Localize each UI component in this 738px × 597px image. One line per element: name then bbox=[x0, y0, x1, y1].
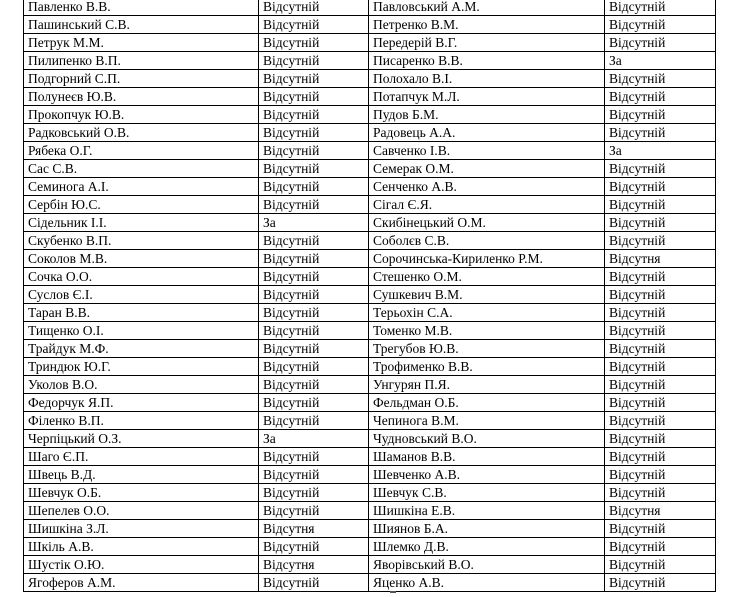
vote-status-cell: Відсутній bbox=[605, 88, 716, 106]
vote-status-cell: Відсутній bbox=[259, 538, 369, 556]
table-row bbox=[24, 322, 716, 340]
vote-status-cell: Відсутній bbox=[259, 574, 369, 592]
page-mark bbox=[390, 591, 396, 593]
deputy-name-cell: Пашинський С.В. bbox=[24, 16, 259, 34]
deputy-name-cell: Федорчук Я.П. bbox=[24, 394, 259, 412]
vote-status-cell: Відсутній bbox=[259, 376, 369, 394]
deputy-name-cell: Шевчук О.Б. bbox=[24, 484, 259, 502]
deputy-name-cell: Філенко В.П. bbox=[24, 412, 259, 430]
table-row bbox=[24, 106, 716, 124]
table-row bbox=[24, 16, 716, 34]
deputy-name-cell: Прокопчук Ю.В. bbox=[24, 106, 259, 124]
deputy-name-cell: Сенченко А.В. bbox=[369, 178, 605, 196]
deputy-name-cell: Сербін Ю.С. bbox=[24, 196, 259, 214]
deputy-name-cell: Шустік О.Ю. bbox=[24, 556, 259, 574]
deputy-name-cell: Шкіль А.В. bbox=[24, 538, 259, 556]
vote-results-body bbox=[24, 0, 716, 592]
table-row bbox=[24, 214, 716, 232]
table-row bbox=[24, 286, 716, 304]
table-row bbox=[24, 268, 716, 286]
vote-status-cell: Відсутній bbox=[605, 574, 716, 592]
table-row bbox=[24, 34, 716, 52]
vote-status-cell: Відсутній bbox=[605, 196, 716, 214]
vote-status-cell: Відсутній bbox=[605, 106, 716, 124]
table-row bbox=[24, 160, 716, 178]
table-row bbox=[24, 574, 716, 592]
deputy-name-cell: Шиянов Б.А. bbox=[369, 520, 605, 538]
table-row bbox=[24, 52, 716, 70]
table-row bbox=[24, 412, 716, 430]
vote-status-cell: Відсутній bbox=[605, 520, 716, 538]
vote-status-cell: Відсутній bbox=[605, 322, 716, 340]
vote-status-cell: Відсутній bbox=[605, 412, 716, 430]
vote-status-cell: Відсутній bbox=[259, 34, 369, 52]
deputy-name-cell: Шаго Є.П. bbox=[24, 448, 259, 466]
deputy-name-cell: Рябека О.Г. bbox=[24, 142, 259, 160]
deputy-name-cell: Сігал Є.Я. bbox=[369, 196, 605, 214]
vote-status-cell: Відсутня bbox=[605, 250, 716, 268]
deputy-name-cell: Сочка О.О. bbox=[24, 268, 259, 286]
deputy-name-cell: Писаренко В.В. bbox=[369, 52, 605, 70]
deputy-name-cell: Таран В.В. bbox=[24, 304, 259, 322]
vote-status-cell: Відсутній bbox=[259, 106, 369, 124]
deputy-name-cell: Трайдук М.Ф. bbox=[24, 340, 259, 358]
vote-status-cell: Відсутній bbox=[259, 88, 369, 106]
vote-results-table bbox=[23, 0, 716, 592]
table-row bbox=[24, 250, 716, 268]
vote-status-cell: Відсутній bbox=[605, 16, 716, 34]
vote-status-cell: Відсутній bbox=[605, 232, 716, 250]
deputy-name-cell: Унгурян П.Я. bbox=[369, 376, 605, 394]
deputy-name-cell: Скубенко В.П. bbox=[24, 232, 259, 250]
deputy-name-cell: Трегубов Ю.В. bbox=[369, 340, 605, 358]
vote-status-cell: Відсутній bbox=[605, 304, 716, 322]
deputy-name-cell: Сідельник І.І. bbox=[24, 214, 259, 232]
vote-status-cell: Відсутній bbox=[259, 160, 369, 178]
vote-status-cell: Відсутній bbox=[605, 286, 716, 304]
deputy-name-cell: Шишкіна Е.В. bbox=[369, 502, 605, 520]
deputy-name-cell: Потапчук М.Л. bbox=[369, 88, 605, 106]
vote-status-cell: Відсутня bbox=[605, 502, 716, 520]
deputy-name-cell: Триндюк Ю.Г. bbox=[24, 358, 259, 376]
vote-status-cell: Відсутній bbox=[259, 70, 369, 88]
vote-status-cell: Відсутня bbox=[259, 520, 369, 538]
deputy-name-cell: Соколов М.В. bbox=[24, 250, 259, 268]
deputy-name-cell: Петрук М.М. bbox=[24, 34, 259, 52]
vote-status-cell: Відсутній bbox=[605, 178, 716, 196]
deputy-name-cell: Уколов В.О. bbox=[24, 376, 259, 394]
vote-status-cell: Відсутній bbox=[259, 484, 369, 502]
table-row bbox=[24, 538, 716, 556]
vote-status-cell: Відсутній bbox=[605, 430, 716, 448]
deputy-name-cell: Швець В.Д. bbox=[24, 466, 259, 484]
deputy-name-cell: Скибінецький О.М. bbox=[369, 214, 605, 232]
deputy-name-cell: Передерій В.Г. bbox=[369, 34, 605, 52]
deputy-name-cell: Ягоферов А.М. bbox=[24, 574, 259, 592]
table-row bbox=[24, 520, 716, 538]
vote-status-cell: Відсутній bbox=[259, 502, 369, 520]
deputy-name-cell: Полохало В.І. bbox=[369, 70, 605, 88]
deputy-name-cell: Шепелев О.О. bbox=[24, 502, 259, 520]
vote-status-cell: Відсутній bbox=[259, 448, 369, 466]
deputy-name-cell: Подгорний С.П. bbox=[24, 70, 259, 88]
deputy-name-cell: Соболєв С.В. bbox=[369, 232, 605, 250]
table-row bbox=[24, 124, 716, 142]
table-row bbox=[24, 376, 716, 394]
vote-status-cell: Відсутній bbox=[259, 322, 369, 340]
table-row bbox=[24, 394, 716, 412]
deputy-name-cell: Сушкевич В.М. bbox=[369, 286, 605, 304]
vote-status-cell: Відсутній bbox=[259, 466, 369, 484]
vote-status-cell: За bbox=[259, 430, 369, 448]
table-row bbox=[24, 196, 716, 214]
table-row bbox=[24, 0, 716, 16]
vote-status-cell: Відсутній bbox=[259, 286, 369, 304]
vote-status-cell: Відсутній bbox=[605, 448, 716, 466]
vote-status-cell: За bbox=[605, 142, 716, 160]
deputy-name-cell: Савченко І.В. bbox=[369, 142, 605, 160]
vote-status-cell: Відсутній bbox=[605, 484, 716, 502]
vote-status-cell: Відсутній bbox=[259, 232, 369, 250]
vote-status-cell: Відсутній bbox=[259, 304, 369, 322]
deputy-name-cell: Петренко В.М. bbox=[369, 16, 605, 34]
table-row bbox=[24, 430, 716, 448]
vote-status-cell: Відсутній bbox=[259, 142, 369, 160]
deputy-name-cell: Томенко М.В. bbox=[369, 322, 605, 340]
vote-status-cell: Відсутній bbox=[259, 0, 369, 16]
table-row bbox=[24, 88, 716, 106]
vote-status-cell: Відсутній bbox=[259, 124, 369, 142]
vote-status-cell: Відсутній bbox=[605, 538, 716, 556]
vote-status-cell: Відсутній bbox=[259, 412, 369, 430]
vote-status-cell: Відсутній bbox=[259, 16, 369, 34]
deputy-name-cell: Стешенко О.М. bbox=[369, 268, 605, 286]
deputy-name-cell: Шевчук С.В. bbox=[369, 484, 605, 502]
deputy-name-cell: Яценко А.В. bbox=[369, 574, 605, 592]
deputy-name-cell: Тищенко О.І. bbox=[24, 322, 259, 340]
table-row bbox=[24, 358, 716, 376]
table-row bbox=[24, 142, 716, 160]
table-row bbox=[24, 556, 716, 574]
vote-status-cell: Відсутній bbox=[605, 376, 716, 394]
vote-status-cell: Відсутній bbox=[259, 394, 369, 412]
table-row bbox=[24, 484, 716, 502]
deputy-name-cell: Черпіцький О.З. bbox=[24, 430, 259, 448]
table-row bbox=[24, 304, 716, 322]
deputy-name-cell: Фельдман О.Б. bbox=[369, 394, 605, 412]
deputy-name-cell: Суслов Є.І. bbox=[24, 286, 259, 304]
table-row bbox=[24, 340, 716, 358]
vote-status-cell: Відсутній bbox=[605, 466, 716, 484]
vote-status-cell: Відсутній bbox=[605, 358, 716, 376]
vote-status-cell: Відсутній bbox=[605, 268, 716, 286]
vote-status-cell: Відсутній bbox=[605, 340, 716, 358]
deputy-name-cell: Шишкіна З.Л. bbox=[24, 520, 259, 538]
deputy-name-cell: Пудов Б.М. bbox=[369, 106, 605, 124]
vote-status-cell: Відсутній bbox=[259, 250, 369, 268]
vote-status-cell: За bbox=[605, 52, 716, 70]
vote-status-cell: Відсутній bbox=[605, 214, 716, 232]
deputy-name-cell: Шлемко Д.В. bbox=[369, 538, 605, 556]
vote-status-cell: Відсутній bbox=[605, 124, 716, 142]
deputy-name-cell: Сас С.В. bbox=[24, 160, 259, 178]
vote-status-cell: Відсутній bbox=[259, 358, 369, 376]
vote-status-cell: Відсутній bbox=[259, 340, 369, 358]
vote-status-cell: Відсутній bbox=[259, 196, 369, 214]
deputy-name-cell: Чепинога В.М. bbox=[369, 412, 605, 430]
deputy-name-cell: Семинога А.І. bbox=[24, 178, 259, 196]
table-row bbox=[24, 232, 716, 250]
deputy-name-cell: Шевченко А.В. bbox=[369, 466, 605, 484]
deputy-name-cell: Яворівський В.О. bbox=[369, 556, 605, 574]
deputy-name-cell: Пилипенко В.П. bbox=[24, 52, 259, 70]
vote-status-cell: Відсутній bbox=[605, 394, 716, 412]
deputy-name-cell: Чудновський В.О. bbox=[369, 430, 605, 448]
deputy-name-cell: Радовець А.А. bbox=[369, 124, 605, 142]
vote-status-cell: Відсутній bbox=[259, 268, 369, 286]
deputy-name-cell: Семерак О.М. bbox=[369, 160, 605, 178]
deputy-name-cell: Сорочинська-Кириленко Р.М. bbox=[369, 250, 605, 268]
vote-status-cell: Відсутній bbox=[605, 0, 716, 16]
vote-status-cell: Відсутній bbox=[259, 52, 369, 70]
vote-status-cell: Відсутній bbox=[605, 556, 716, 574]
vote-status-cell: Відсутній bbox=[259, 178, 369, 196]
vote-status-cell: Відсутній bbox=[605, 160, 716, 178]
deputy-name-cell: Павленко В.В. bbox=[24, 0, 259, 16]
table-row bbox=[24, 502, 716, 520]
deputy-name-cell: Павловський А.М. bbox=[369, 0, 605, 16]
table-row bbox=[24, 178, 716, 196]
deputy-name-cell: Радковський О.В. bbox=[24, 124, 259, 142]
deputy-name-cell: Трофименко В.В. bbox=[369, 358, 605, 376]
vote-status-cell: Відсутній bbox=[605, 70, 716, 88]
vote-status-cell: За bbox=[259, 214, 369, 232]
vote-status-cell: Відсутня bbox=[259, 556, 369, 574]
deputy-name-cell: Полунеєв Ю.В. bbox=[24, 88, 259, 106]
deputy-name-cell: Терьохін С.А. bbox=[369, 304, 605, 322]
vote-status-cell: Відсутній bbox=[605, 34, 716, 52]
table-row bbox=[24, 448, 716, 466]
deputy-name-cell: Шаманов В.В. bbox=[369, 448, 605, 466]
table-row bbox=[24, 70, 716, 88]
table-row bbox=[24, 466, 716, 484]
